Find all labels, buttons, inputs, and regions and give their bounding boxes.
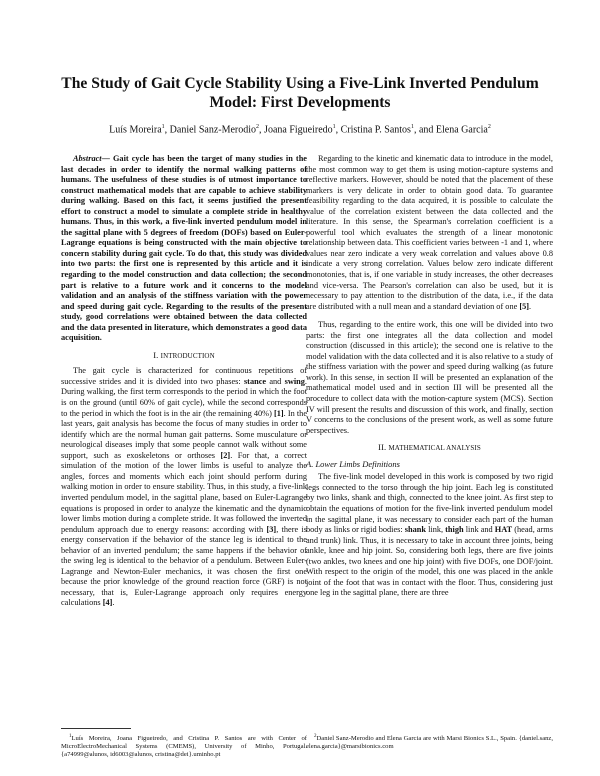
subsection-heading-lower-limbs: A. Lower Limbs Definitions — [306, 458, 400, 469]
right-column — [306, 154, 553, 599]
author-name: Daniel Sanz-Merodio — [169, 124, 257, 136]
intro-paragraph: The gait cycle is characterized for continuous repetitions of successive strides and it is divided into two phases: stance and swing. During walking, the first term corresponds to the period in which the foot is on the ground (until 60% of gait cycle), while the second corresponds to the period in which the foot is in the air (the remaining 40%) [1]. In the last years, gait analysis has become the focus of many studies in order to identify which are the normal human gait patterns. Some musculature or neurological diseases imply that some people cannot walk without some support, such as exoskeletons or orthoses [2]. For that, a correct simulation of the motion of the lower limbs is useful to analyze the angles, forces and moments which each joint should perform during walking motion in order to ensure stability. Thus, in this study, a five-link inverted pendulum model, in the sagittal plane, based on Euler-Lagrange equations is proposed in order to analyze the kinematic and the dynamic lower limbs motion during a complete stride. It was followed the inverted pendulum approach due to energy reasons: according with [3], there is energy conservation if the behavior of the stance leg is identical to the behavior of an inverted pendulum; the same happens if the behavior of the swing leg is identical to the behavior of a pendulum. Between Euler-Lagrange and Newton-Euler mechanics, it was chosen the first one because the prior knowledge of the ground reaction force (GRF) is not necessary, that is, Euler-Lagrange approach only requires energy calculations [4]. — [61, 366, 308, 608]
author-affiliation-mark: 1 — [161, 124, 165, 130]
abstract-label: Abstract— — [73, 154, 110, 163]
abstract — [61, 154, 307, 344]
footnote-affiliation-2: $^2$Daniel Sanz-Merodio and Elena Garcia are with Marsi Bionics S.L., Spain. {daniel.sanz, elena.garcia}@marsibionics.com — [306, 733, 553, 750]
author-affiliation-mark: 2 — [256, 124, 260, 130]
author-name: Joana Figueiredo — [264, 124, 333, 136]
paper-title: The Study of Gait Cycle Stability Using a Five-Link Inverted Pendulum Model: First Developments — [61, 75, 539, 111]
author-affiliation-mark: 1 — [410, 124, 414, 130]
model-definition-paragraph: The five-link model developed in this work is composed by two rigid legs connected to the torso through the hip joint. Each leg is constituted by two links, shank and thigh, connected to the knee joint. As first step to obtain the equations of motion for the five-link inverted pendulum model in the sagittal plane, it was necessary to consider each part of the human body as links or rigid bodies: shank link, thigh link and HAT (head, arms and trunk) link. Thus, it is necessary to take in account three joints, being ankle, knee and hip joint. So, considering both legs, there are five joints (two ankles, two knees and one hip joint) with five DOFs, one DOF/joint. With respect to the origin of the model, this one was placed in the ankle joint of the foot that was in contact with the floor. Thus, considering just one leg in the sagittal plane, there are three — [306, 472, 553, 598]
section-heading-mathematical-analysis: II. MATHEMATICAL ANALYSIS — [378, 442, 481, 453]
work-outline-paragraph: Thus, regarding to the entire work, this one will be divided into two parts: the first one integrates all the data collection and model construction (discussed in this article); the second one is relative to the model validation with the data collected and it is also relative to a study of the stiffness variation with the power and speed during walking (as future work). In this sense, in section II will be presented an explanation of the mathematical model used and in section III will be presented all the procedure to collect data with the motion-capture system (MCS). Section IV will present the results and discussion of this work, and finally, section V concerns to the conclusions of the present work, as well as some future perspectives. — [306, 320, 553, 435]
author-name: Elena Garcia — [435, 124, 488, 136]
correlation-paragraph: Regarding to the kinetic and kinematic data to introduce in the model, the most common way to get them is using motion-capture systems and reflective markers. However, should be noted that the placement of these markers is very delicate in order to obtain good data. To guarantee feasibility regarding to the data acquired, it is possible to calculate the value of the correlation existent between the data collected and the literature. In this sense, the Spearman's correlation coefficient is a powerful tool which evaluates the strength of a linear monotonic relationship between data. This coefficient varies between -1 and 1, where values near zero indicate a very weak correlation and values above 0.8 indicate a very strong correlation. Values below zero indicate different monotonies, that is, if one variable in study increases, the other decreases and vice-versa. The Pearson's correlation can also be used, but it is necessary to pay attention to the distribution of the data, i.e., if the data are distributed with a null mean and a standard deviation of one [5]. — [306, 154, 553, 311]
author-affiliation-mark: 1 — [332, 124, 336, 130]
footnote-divider — [61, 728, 131, 729]
author-affiliation-mark: 2 — [487, 124, 491, 130]
section-heading-introduction: I. INTRODUCTION — [153, 349, 215, 360]
author-name: Luís Moreira — [109, 124, 162, 136]
abstract-text: Gait cycle has been the target of many studies in the last decades in order to identify the normal walking patterns of humans. The usefulness of these studies is of utmost importance to construct mathematical models that are capable to achieve stability during walking. Based on this fact, it seems justified the present effort to construct a model to simulate a complete stride in healthy humans. Thus, in this work, a five-link inverted pendulum model in the sagittal plane with 5 degrees of freedom (DOFs) based on Euler-Lagrange equations is being constructed with the main objective to concern stability during gait cycle. To do that, this study was divided into two parts: the first one is represented by this article and it is regarding to the model construction and data collection; the second part is relative to a future work and it concerns to the model validation and an analysis of the stiffness variation with the power and speed during gait cycle. Regarding to the results of the present study, good correlations were obtained between the data collected and the data presented in literature, which demonstrates a good data acquisition. — [61, 154, 307, 343]
left-column — [61, 154, 307, 609]
author-name: Cristina P. Santos — [340, 124, 411, 136]
author-list: Luís Moreira$^1$, Daniel Sanz-Merodio$^2$, Joana Figueiredo$^1$, Cristina P. Santos$^1$, and Elena Garcia$^2$ — [109, 124, 491, 136]
footnote-affiliation-1: $^1$Luís Moreira, Joana Figueiredo, and Cristina P. Santos are with Center of MicroElectroMechanical Systems (CMEMS), University of Minho, Portugal. {a74999@alunos, id6003@alunos, cristina@dei}.uminho.pt — [61, 728, 307, 759]
